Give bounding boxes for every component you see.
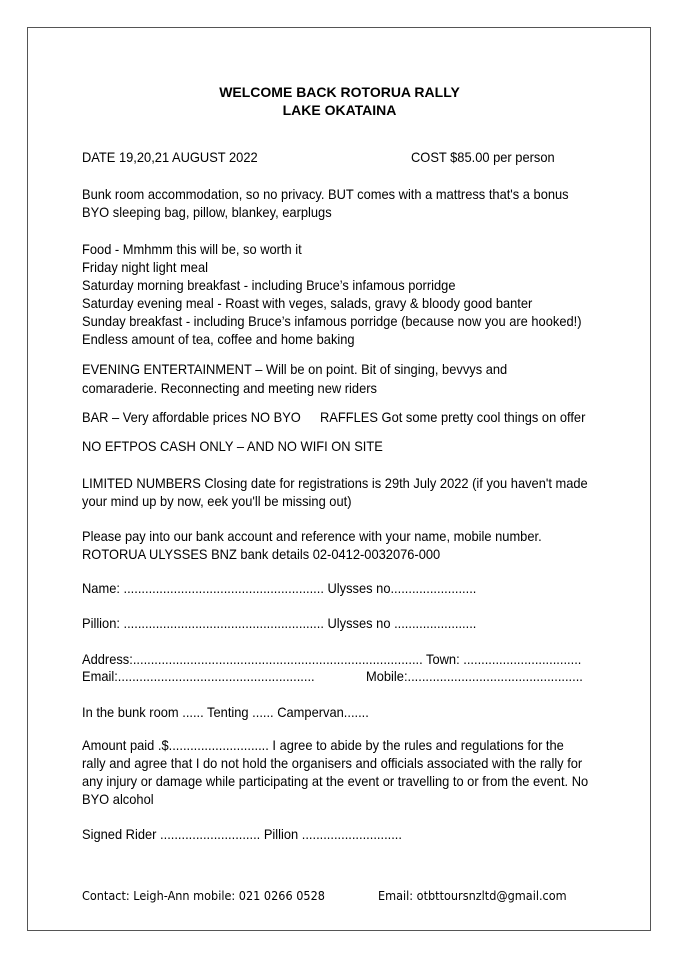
agreement-line: rally and agree that I do not hold the organisers and officials associated with the rally for: [82, 755, 583, 771]
food-line: Saturday evening meal - Roast with veges, salads, gravy & bloody good banter: [82, 295, 533, 311]
page-subtitle: LAKE OKATAINA: [282, 102, 397, 118]
agreement-line: any injury or damage while participating at the event or travelling to or from the event. No: [82, 773, 589, 789]
bank-line: Please pay into our bank account and reference with your name, mobile number.: [82, 528, 542, 544]
food-line: Friday night light meal: [82, 259, 208, 275]
address-field: Address:................................................................................. Town: .................................: [82, 651, 582, 667]
pillion-field: Pillion: ........................................................ Ulysses no .......................: [82, 615, 477, 631]
accommodation-line: BYO sleeping bag, pillow, blankey, earplugs: [82, 204, 332, 220]
footer-email: Email: otbttoursnzltd@gmail.com: [378, 889, 567, 903]
name-field: Name: ........................................................ Ulysses no........................: [82, 580, 477, 596]
raffles-text: RAFFLES Got some pretty cool things on offer: [320, 409, 586, 425]
page-title: WELCOME BACK ROTORUA RALLY: [219, 84, 460, 100]
signature-line: Signed Rider ............................ Pillion ............................: [82, 826, 402, 842]
limited-numbers-line: your mind up by now, eek you'll be missing out): [82, 493, 352, 509]
payment-note: NO EFTPOS CASH ONLY – AND NO WIFI ON SITE: [82, 438, 383, 454]
bar-text: BAR – Very affordable prices NO BYO: [82, 409, 301, 425]
event-cost: COST $85.00 per person: [411, 149, 555, 165]
limited-numbers-line: LIMITED NUMBERS Closing date for registrations is 29th July 2022 (if you haven't made: [82, 475, 588, 491]
food-line: Food - Mmhmm this will be, so worth it: [82, 241, 302, 257]
food-line: Endless amount of tea, coffee and home baking: [82, 331, 355, 347]
food-line: Saturday morning breakfast - including Bruce’s infamous porridge: [82, 277, 456, 293]
bank-details: ROTORUA ULYSSES BNZ bank details 02-0412-0032076-000: [82, 546, 441, 562]
entertainment-line: comaraderie. Reconnecting and meeting new riders: [82, 380, 377, 396]
footer-contact: Contact: Leigh-Ann mobile: 021 0266 0528: [82, 889, 325, 903]
email-field: Email:.......................................................: [82, 668, 315, 684]
mobile-field: Mobile:.................................................: [366, 668, 583, 684]
food-line: Sunday breakfast - including Bruce’s infamous porridge (because now you are hooked!): [82, 313, 582, 329]
agreement-line: Amount paid .$............................ I agree to abide by the rules and regulations for the: [82, 737, 564, 753]
accommodation-line: Bunk room accommodation, so no privacy. BUT comes with a mattress that's a bonus: [82, 186, 569, 202]
agreement-line: BYO alcohol: [82, 791, 154, 807]
entertainment-line: EVENING ENTERTAINMENT – Will be on point. Bit of singing, bevvys and: [82, 361, 508, 377]
event-date: DATE 19,20,21 AUGUST 2022: [82, 149, 258, 165]
stay-options: In the bunk room ...... Tenting ...... Campervan.......: [82, 704, 369, 720]
